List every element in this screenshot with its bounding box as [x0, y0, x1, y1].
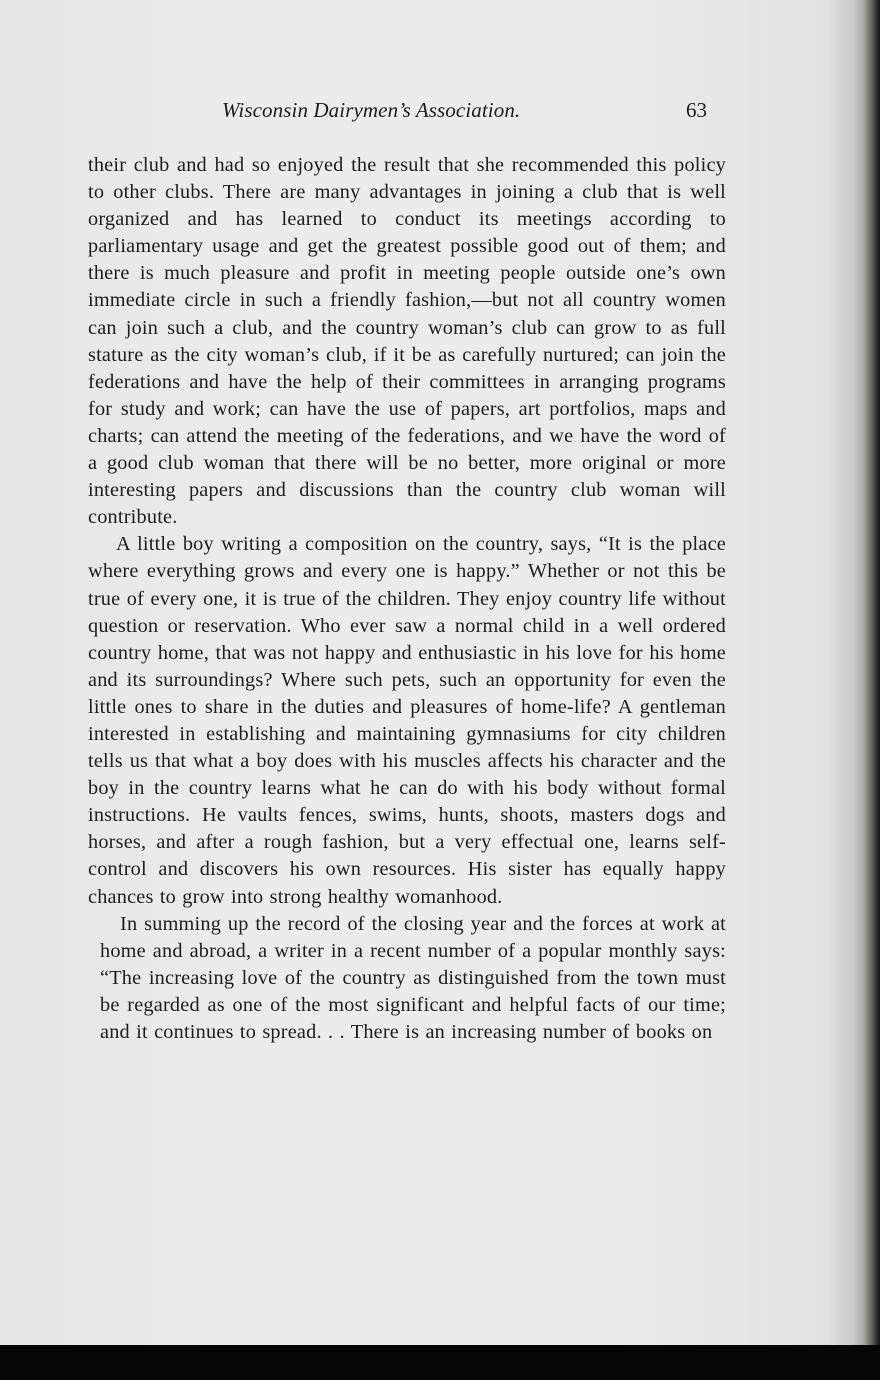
scan-bottom-border — [0, 1345, 880, 1380]
paragraph-little-boy: A little boy writing a composition on the country, says, “It is the place where everything grows and every one is happy.” Whether or not this be true of every one, it is true of the children. They enjoy country life without question or reservation. Who ever saw a normal child in a well ordered country home, that was not happy and enthusiastic in his love for his home and its surroundings? Where such pets, such an opportunity for even the little ones to share in the duties and pleasures of home-life? A gentleman interested in establishing and maintaining gymnasiums for city children tells us that what a boy does with his muscles affects his character and the boy in the country learns what he can do with his body without formal instructions. He vaults fences, swims, hunts, shoots, masters dogs and horses, and after a rough fashion, but a very effectual one, learns self-control and discovers his own resources. His sister has equally happy chances to grow into strong healthy womanhood. — [88, 533, 726, 908]
book-spine-shadow — [864, 0, 880, 1345]
body-text — [88, 152, 726, 1046]
page-number: 63 — [686, 98, 707, 122]
paragraph-summing-up: In summing up the record of the closing year and the forces at work at home and abroad, a writer in a recent number of a popular monthly says: “The increasing love of the country as distinguished from the town must be regarded as one of the most significant and helpful facts of our time; and it continues to spread. . . There is an increasing number of books on — [100, 912, 726, 1043]
page-header — [222, 98, 712, 132]
running-head: Wisconsin Dairymen’s Association. — [222, 98, 521, 122]
paragraph-club: their club and had so enjoyed the result that she recommended this policy to other clubs. There are many advantages in joining a club that is well organized and has learned to conduct its meetings according to parliamentary usage and get the greatest possible good out of them; and there is much pleasure and profit in meeting people outside one’s own immediate circle in such a friendly fashion,—but not all country women can join such a club, and the country woman’s club can grow to as full stature as the city woman’s club, if it be as carefully nurtured; can join the federations and have the help of their committees in arranging programs for study and work; can have the use of papers, art portfolios, maps and charts; can attend the meeting of the federations, and we have the word of a good club woman that there will be no better, more original or more interesting papers and discussions than the country club woman will contribute. — [88, 154, 726, 529]
